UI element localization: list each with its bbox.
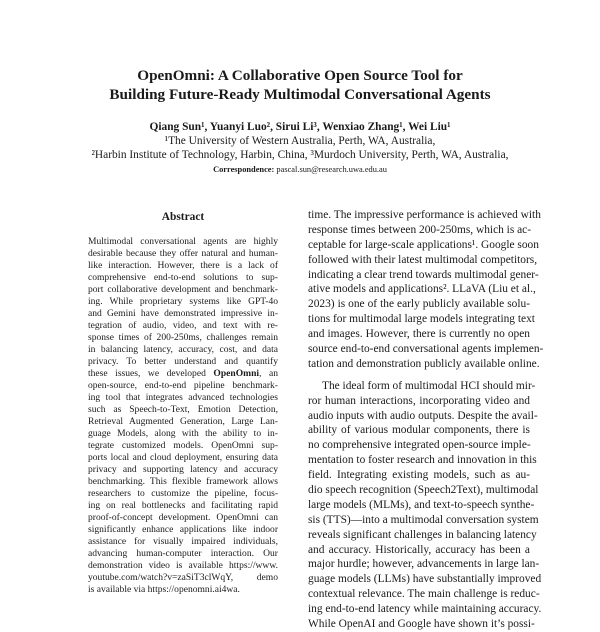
title-line-2: Building Future-Ready Multimodal Conversational Agents	[109, 86, 491, 103]
body-line: audio inputs with audio outputs. Despite the avail-	[308, 409, 538, 422]
body-line: large models (MLMs), and text-to-speech synthe-	[308, 498, 535, 511]
abstract-line: ing on real bottlenecks and facilitating rapid	[88, 500, 278, 512]
body-line: and images. However, there is currently no open	[308, 328, 530, 341]
abstract-line: Multimodal conversational agents are highly	[88, 236, 278, 247]
abstract-heading: Abstract	[161, 211, 205, 223]
body-line: no comprehensive integrated open-source imple-	[308, 439, 531, 452]
abstract-text	[88, 236, 278, 596]
abstract-line: desirable because they offer natural and human-	[88, 248, 278, 260]
body-paragraph-2	[308, 379, 542, 632]
abstract-line: ing tool that integrates advanced technologies	[88, 392, 278, 404]
abstract-line: and Gemini have demonstrated impressive in-	[88, 308, 278, 320]
body-line: indicating a clear trend towards multimodal gener-	[308, 268, 539, 281]
abstract-line: tegration of audio, video, and text with re-	[88, 320, 278, 332]
body-line: mentation to foster research and innovation in this	[308, 454, 537, 467]
body-line: ing end-to-end latency while maintaining accuracy.	[308, 603, 542, 616]
body-line: 2023) is one of the early publicly available solu-	[308, 298, 530, 311]
body-line: reveals significant challenges in balancing latency	[308, 528, 537, 541]
abstract-section	[88, 210, 278, 596]
body-line: tions for multimodal large models integrating text	[308, 313, 535, 326]
body-line: ror human interactions, incorporating video and	[308, 394, 530, 407]
correspondence-email[interactable]: pascal.sun@research.uwa.edu.au	[276, 165, 387, 174]
body-line: ability of various modular components, there is	[308, 424, 530, 437]
body-line: ative models and applications². LLaVA (Liu et al.,	[308, 283, 536, 296]
correspondence	[40, 164, 560, 176]
abstract-line: benchmarking. This flexible framework allows	[88, 476, 278, 488]
body-line: The ideal form of multimodal HCI should mir-	[322, 379, 536, 392]
body-line: While OpenAI and Google have shown it’s possi-	[308, 618, 535, 631]
body-column	[308, 208, 544, 632]
abstract-line: these issues, we developed OpenOmni, an	[88, 368, 278, 380]
body-line: field. Integrating existing models, such as au-	[308, 469, 530, 482]
abstract-line: ing. While proprietary systems like GPT-4o	[88, 296, 278, 308]
abstract-line: youtube.com/watch?v=zaSiT3clWqY, demo	[88, 572, 278, 584]
abstract-line: comprehensive end-to-end solutions to sup-	[88, 272, 278, 284]
body-line: ceptable for large-scale applications¹. Google soon	[308, 238, 539, 251]
body-line: major hurdle; however, advancements in large lan-	[308, 558, 540, 571]
abstract-line: privacy and supporting latency and accuracy	[88, 464, 278, 476]
abstract-line: researchers to customize the pipeline, focus-	[88, 488, 278, 500]
abstract-line: tegrate customized models. OpenOmni sup-	[88, 440, 278, 452]
abstract-line: assistance for visually impaired individuals,	[88, 536, 278, 548]
abstract-line: guage Models, along with the ability to in-	[88, 428, 278, 440]
body-paragraph-1	[308, 208, 544, 372]
abstract-line: advancing human-computer interaction. Our	[88, 548, 278, 560]
body-line: guage models (LLMs) have substantially improved	[308, 573, 542, 586]
abstract-line: demonstration video is available https://www.	[88, 560, 278, 572]
abstract-line: Retrieval Augmented Generation, Large Lan-	[88, 416, 278, 428]
abstract-line: like interaction. However, there is a lack of	[88, 260, 278, 272]
body-line: contextual relevance. The main challenge is reduc-	[308, 588, 540, 601]
body-line: response times between 200-250ms, which is ac-	[308, 223, 532, 236]
abstract-line: such as Speech-to-Text, Emotion Detection,	[88, 404, 278, 416]
correspondence-label: Correspondence:	[213, 165, 275, 174]
paper-title	[40, 66, 560, 104]
abstract-line: ports local and cloud deployment, ensuring data	[88, 452, 278, 464]
abstract-line: is available via https://openomni.ai4wa.	[88, 584, 240, 596]
abstract-line: in balancing latency, accuracy, cost, and data	[88, 344, 278, 356]
body-line: source end-to-end conversational agents implemen-	[308, 343, 544, 356]
title-line-1: OpenOmni: A Collaborative Open Source Tool for	[137, 67, 463, 84]
abstract-line: open-source, end-to-end pipeline benchmark-	[88, 380, 278, 392]
abstract-line: port collaborative development and benchmark-	[88, 284, 278, 296]
body-line: tation and demonstration publicly available online.	[308, 357, 540, 370]
abstract-line: sponse times of 200-250ms, challenges remain	[88, 332, 278, 344]
abstract-line: privacy. To better understand and quantify	[88, 356, 278, 368]
body-line: dio speech recognition (Speech2Text), multimodal	[308, 484, 539, 497]
body-line: time. The impressive performance is achieved with	[308, 209, 541, 221]
body-line: followed with their latest multimodal competitors,	[308, 253, 538, 266]
abstract-line: significantly enhance applications like indoor	[88, 524, 278, 536]
abstract-line: proof-of-concept development. OpenOmni can	[88, 512, 278, 524]
affiliation-line-2: ²Harbin Institute of Technology, Harbin, China, ³Murdoch University, Perth, WA, Australia,	[91, 149, 509, 161]
body-line: and accuracy. Historically, accuracy has been a	[308, 543, 530, 556]
body-line: sis (TTS)—into a multimodal conversation system	[308, 513, 539, 526]
affiliation-line-1: ¹The University of Western Australia, Perth, WA, Australia,	[164, 135, 436, 147]
author-list: Qiang Sun¹, Yuanyi Luo², Sirui Li³, Wenxiao Zhang¹, Wei Liu¹	[149, 121, 451, 133]
